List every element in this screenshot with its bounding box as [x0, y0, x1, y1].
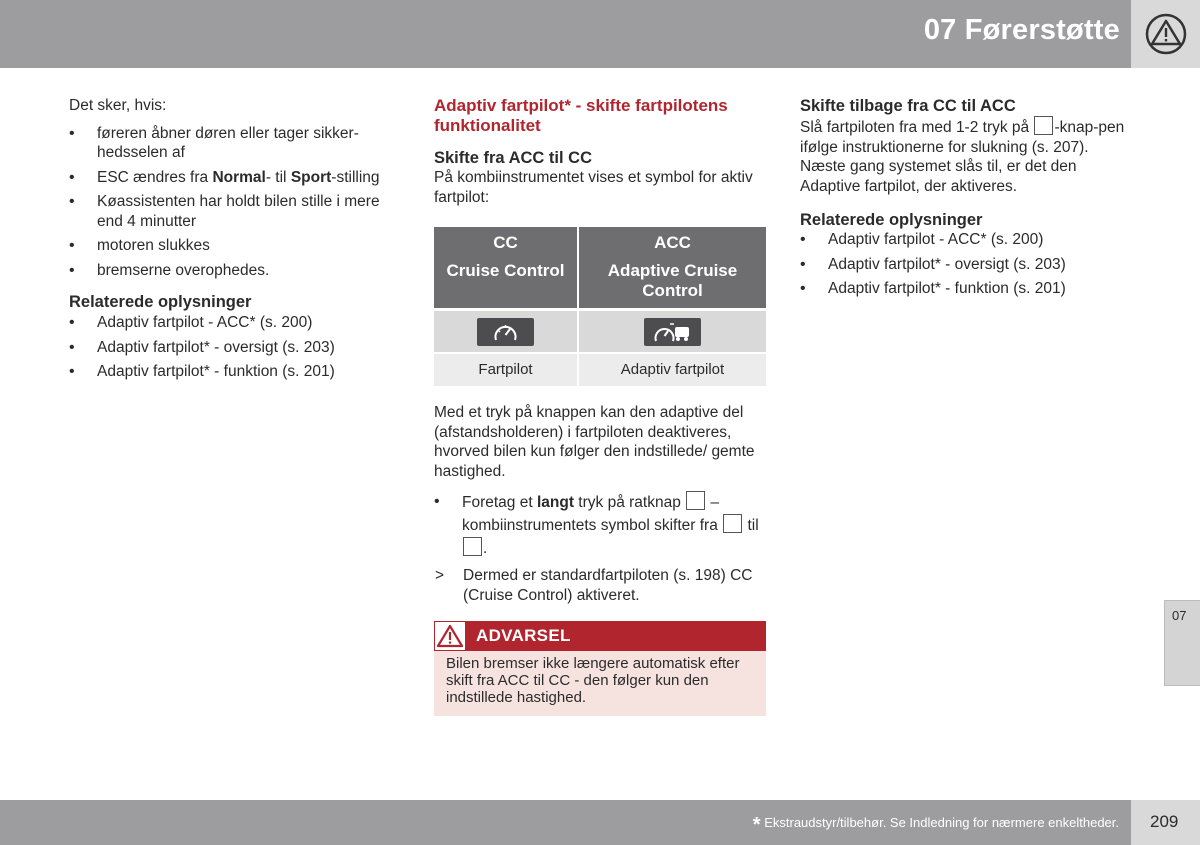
step-item: • Foretag et langt tryk på ratknap – kombiinstrumentets symbol skifter fra til . — [434, 491, 769, 560]
body-paragraph: Slå fartpiloten fra med 1-2 tryk på -knap-pen ifølge instruktionerne for slukning (s. 207). Næste gang systemet slås til, er det den Adaptive fartpilot, der aktiveres. — [800, 116, 1130, 196]
section-heading: Skifte tilbage fra CC til ACC — [800, 97, 1016, 115]
chapter-title: 07 Førerstøtte — [923, 14, 1120, 46]
warning-triangle-icon — [1145, 13, 1187, 55]
list-item: • ESC ændres fra Normal- til Sport-stilling — [69, 168, 399, 188]
subheading: Skifte fra ACC til CC — [434, 149, 592, 167]
body-paragraph: Med et tryk på knappen kan den adaptive del (afstandsholderen) i fartpiloten deaktiveres, hvorved bilen kun følger den indstillede/ gemte hastighed. — [434, 404, 755, 480]
warning-header — [434, 621, 766, 651]
list-item: • føreren åbner døren eller tager sikker-hedsselen af — [69, 124, 399, 163]
list-item: • motoren slukkes — [69, 236, 399, 256]
table-header-cc: CC Cruise Control — [434, 227, 579, 308]
table-header-acc: ACC Adaptive Cruise Control — [579, 227, 766, 308]
related-link[interactable]: • Adaptiv fartpilot* - oversigt (s. 203) — [800, 255, 1130, 275]
list-item: • Køassistenten har holdt bilen stille i mere end 4 minutter — [69, 192, 399, 231]
adaptive-cruise-display-icon — [644, 318, 701, 346]
related-link[interactable]: • Adaptiv fartpilot - ACC* (s. 200) — [69, 313, 399, 333]
chapter-icon-box — [1131, 0, 1200, 68]
column-right — [800, 96, 1130, 299]
list-item: • bremserne overophedes. — [69, 261, 399, 281]
speedometer-display-icon — [477, 318, 534, 346]
page-footer — [0, 800, 1200, 845]
steering-button-icon — [1034, 116, 1053, 135]
warning-text: Bilen bremser ikke længere automatisk efter skift fra ACC til CC - den følger kun den indstillede hastighed. — [434, 651, 766, 716]
page-header — [0, 0, 1200, 68]
acc-symbol-cell — [579, 308, 766, 352]
related-list — [800, 230, 1130, 299]
cc-symbol-icon — [463, 537, 482, 556]
column-left — [69, 96, 399, 382]
warning-icon — [434, 621, 466, 651]
cc-symbol-cell — [434, 308, 579, 352]
cc-label: Fartpilot — [434, 352, 579, 386]
acc-label: Adaptiv fartpilot — [579, 352, 766, 386]
intro-text: På kombiinstrumentet vises et symbol for aktiv fartpilot: — [434, 169, 753, 206]
related-heading: Relaterede oplysninger — [69, 293, 252, 311]
page-number-box — [1131, 800, 1200, 845]
footnote: * Ekstraudstyr/tilbehør. Se Indledning for nærmere enkeltheder. — [752, 814, 1119, 836]
intro-text: Det sker, hvis: — [69, 97, 167, 114]
section-heading: Adaptiv fartpilot* - skifte fartpilotens funktionalitet — [434, 96, 728, 135]
related-link[interactable]: • Adaptiv fartpilot - ACC* (s. 200) — [800, 230, 1130, 250]
related-list — [69, 313, 399, 382]
related-link[interactable]: • Adaptiv fartpilot* - funktion (s. 201) — [69, 362, 399, 382]
result-item: > Dermed er standardfartpiloten (s. 198) CC (Cruise Control) aktiveret. — [434, 566, 769, 605]
page-number: 209 — [1150, 812, 1179, 831]
related-link[interactable]: • Adaptiv fartpilot* - oversigt (s. 203) — [69, 338, 399, 358]
steering-button-icon — [686, 491, 705, 510]
warning-box — [434, 621, 766, 716]
related-link[interactable]: • Adaptiv fartpilot* - funktion (s. 201) — [800, 279, 1130, 299]
chapter-side-tab: 07 — [1164, 600, 1200, 686]
condition-list — [69, 124, 399, 281]
cruise-mode-table — [434, 227, 766, 386]
acc-symbol-icon — [723, 514, 742, 533]
column-middle — [434, 96, 769, 716]
related-heading: Relaterede oplysninger — [800, 211, 983, 229]
warning-title: ADVARSEL — [476, 626, 571, 645]
